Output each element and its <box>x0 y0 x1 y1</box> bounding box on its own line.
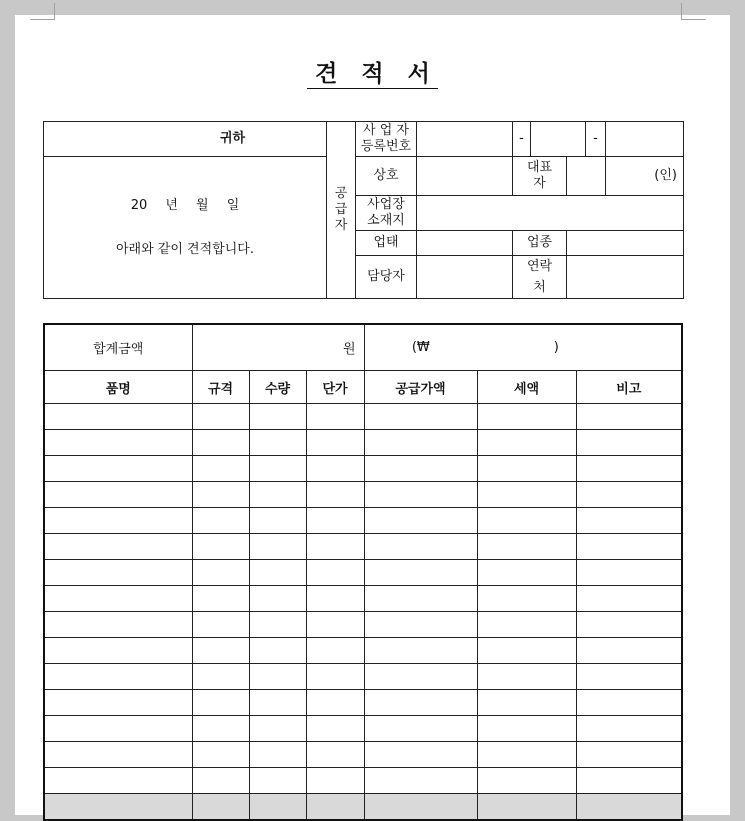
cell-spec[interactable] <box>192 768 249 794</box>
cell-unit-price[interactable] <box>306 534 364 560</box>
cell-note[interactable] <box>576 430 682 456</box>
cell-qty[interactable] <box>249 716 306 742</box>
cell-tax[interactable] <box>477 794 576 821</box>
col-header-qty: 수량 <box>249 371 306 404</box>
cell-item[interactable] <box>44 560 192 586</box>
cell-qty[interactable] <box>249 794 306 821</box>
won-unit: 원 <box>342 342 356 357</box>
table-row <box>44 586 682 612</box>
cell-qty[interactable] <box>249 612 306 638</box>
cell-spec[interactable] <box>192 508 249 534</box>
cell-tax[interactable] <box>477 482 576 508</box>
cell-unit-price[interactable] <box>306 768 364 794</box>
cell-supply-amount[interactable] <box>364 794 477 821</box>
phone-label: 연락 처 <box>513 256 567 299</box>
business-type-field[interactable] <box>417 231 513 256</box>
cell-spec[interactable] <box>192 664 249 690</box>
col-header-spec: 규격 <box>192 371 249 404</box>
document-page <box>15 15 730 815</box>
quote-message: 아래와 같이 견적합니다. <box>116 241 254 257</box>
cell-tax[interactable] <box>477 430 576 456</box>
cell-qty[interactable] <box>249 768 306 794</box>
col-header-tax: 세액 <box>477 371 576 404</box>
business-no-dash-2: - <box>586 122 606 157</box>
cell-item[interactable] <box>44 690 192 716</box>
cell-item[interactable] <box>44 612 192 638</box>
seal-mark: (인) <box>606 157 684 196</box>
col-header-supply-amount: 공급가액 <box>364 371 477 404</box>
cell-spec[interactable] <box>192 404 249 430</box>
cell-tax[interactable] <box>477 586 576 612</box>
cell-item[interactable] <box>44 794 192 821</box>
cell-qty[interactable] <box>249 664 306 690</box>
cell-tax[interactable] <box>477 716 576 742</box>
cell-note[interactable] <box>576 638 682 664</box>
crop-mark-top-left <box>30 3 55 20</box>
cell-spec[interactable] <box>192 560 249 586</box>
cell-item[interactable] <box>44 430 192 456</box>
table-row <box>44 638 682 664</box>
date-line: 20 년 월 일 <box>130 197 240 213</box>
table-row <box>44 508 682 534</box>
cell-supply-amount[interactable] <box>364 430 477 456</box>
cell-note[interactable] <box>576 742 682 768</box>
cell-supply-amount[interactable] <box>364 690 477 716</box>
cell-item[interactable] <box>44 768 192 794</box>
table-row <box>44 560 682 586</box>
business-no-field-1[interactable] <box>417 122 513 157</box>
cell-spec[interactable] <box>192 430 249 456</box>
cell-tax[interactable] <box>477 508 576 534</box>
cell-qty[interactable] <box>249 638 306 664</box>
cell-supply-amount[interactable] <box>364 638 477 664</box>
cell-unit-price[interactable] <box>306 638 364 664</box>
cell-item[interactable] <box>44 742 192 768</box>
cell-item[interactable] <box>44 664 192 690</box>
cell-supply-amount[interactable] <box>364 716 477 742</box>
cell-tax[interactable] <box>477 456 576 482</box>
business-type-label: 업태 <box>356 231 417 256</box>
cell-tax[interactable] <box>477 768 576 794</box>
cell-supply-amount[interactable] <box>364 404 477 430</box>
cell-spec[interactable] <box>192 638 249 664</box>
col-header-unit-price: 단가 <box>306 371 364 404</box>
cell-item[interactable] <box>44 404 192 430</box>
col-header-note: 비고 <box>576 371 682 404</box>
cell-unit-price[interactable] <box>306 508 364 534</box>
table-row <box>44 794 682 821</box>
total-amount-label: 합계금액 <box>44 324 192 371</box>
cell-note[interactable] <box>576 768 682 794</box>
cell-note[interactable] <box>576 690 682 716</box>
table-row <box>44 534 682 560</box>
business-no-label: 사 업 자 등록번호 <box>356 122 417 157</box>
cell-unit-price[interactable] <box>306 586 364 612</box>
table-row <box>44 430 682 456</box>
cell-qty[interactable] <box>249 690 306 716</box>
cell-item[interactable] <box>44 508 192 534</box>
cell-spec[interactable] <box>192 794 249 821</box>
company-field[interactable] <box>417 157 513 196</box>
cell-unit-price[interactable] <box>306 482 364 508</box>
total-amount-field[interactable] <box>192 324 364 371</box>
cell-supply-amount[interactable] <box>364 742 477 768</box>
cell-qty[interactable] <box>249 456 306 482</box>
cell-qty[interactable] <box>249 560 306 586</box>
cell-spec[interactable] <box>192 612 249 638</box>
cell-note[interactable] <box>576 534 682 560</box>
items-table <box>43 323 683 821</box>
cell-supply-amount[interactable] <box>364 560 477 586</box>
total-amount-krw-field[interactable] <box>364 324 682 371</box>
cell-note[interactable] <box>576 482 682 508</box>
table-row <box>44 482 682 508</box>
recipient-message-cell <box>44 157 327 299</box>
cell-unit-price[interactable] <box>306 612 364 638</box>
cell-unit-price[interactable] <box>306 664 364 690</box>
cell-spec[interactable] <box>192 456 249 482</box>
table-row <box>44 404 682 430</box>
business-item-field[interactable] <box>567 231 684 256</box>
cell-spec[interactable] <box>192 586 249 612</box>
honorific-text: 귀하 <box>220 131 246 146</box>
cell-item[interactable] <box>44 456 192 482</box>
cell-note[interactable] <box>576 586 682 612</box>
cell-qty[interactable] <box>249 742 306 768</box>
cell-item[interactable] <box>44 482 192 508</box>
address-label: 사업장 소재지 <box>356 196 417 231</box>
cell-tax[interactable] <box>477 404 576 430</box>
company-label: 상호 <box>356 157 417 196</box>
business-no-dash-1: - <box>513 122 531 157</box>
cell-qty[interactable] <box>249 508 306 534</box>
cell-supply-amount[interactable] <box>364 508 477 534</box>
cell-tax[interactable] <box>477 664 576 690</box>
table-row <box>44 664 682 690</box>
cell-unit-price[interactable] <box>306 560 364 586</box>
representative-field[interactable] <box>567 157 606 196</box>
krw-paren: (₩ ) <box>411 340 559 355</box>
cell-note[interactable] <box>576 716 682 742</box>
cell-item[interactable] <box>44 534 192 560</box>
cell-supply-amount[interactable] <box>364 664 477 690</box>
cell-supply-amount[interactable] <box>364 534 477 560</box>
cell-spec[interactable] <box>192 690 249 716</box>
cell-note[interactable] <box>576 664 682 690</box>
cell-qty[interactable] <box>249 404 306 430</box>
cell-unit-price[interactable] <box>306 794 364 821</box>
cell-unit-price[interactable] <box>306 430 364 456</box>
cell-unit-price[interactable] <box>306 404 364 430</box>
business-no-field-3[interactable] <box>606 122 684 157</box>
cell-note[interactable] <box>576 404 682 430</box>
cell-spec[interactable] <box>192 742 249 768</box>
cell-note[interactable] <box>576 456 682 482</box>
table-row <box>44 612 682 638</box>
cell-supply-amount[interactable] <box>364 482 477 508</box>
contact-person-label: 담당자 <box>356 256 417 299</box>
cell-supply-amount[interactable] <box>364 768 477 794</box>
header-table <box>43 121 684 299</box>
cell-qty[interactable] <box>249 586 306 612</box>
cell-item[interactable] <box>44 586 192 612</box>
business-item-label: 업종 <box>513 231 567 256</box>
cell-qty[interactable] <box>249 430 306 456</box>
business-no-field-2[interactable] <box>531 122 586 157</box>
cell-unit-price[interactable] <box>306 690 364 716</box>
cell-unit-price[interactable] <box>306 456 364 482</box>
crop-mark-top-right <box>681 3 706 20</box>
recipient-name-cell[interactable] <box>44 122 327 157</box>
cell-spec[interactable] <box>192 716 249 742</box>
contact-person-field[interactable] <box>417 256 513 299</box>
cell-item[interactable] <box>44 716 192 742</box>
table-row <box>44 768 682 794</box>
cell-note[interactable] <box>576 794 682 821</box>
cell-spec[interactable] <box>192 482 249 508</box>
phone-field[interactable] <box>567 256 684 299</box>
document-title: 견 적 서 <box>15 55 730 88</box>
col-header-item: 품명 <box>44 371 192 404</box>
address-field[interactable] <box>417 196 684 231</box>
cell-supply-amount[interactable] <box>364 456 477 482</box>
cell-supply-amount[interactable] <box>364 586 477 612</box>
cell-spec[interactable] <box>192 534 249 560</box>
cell-item[interactable] <box>44 638 192 664</box>
supplier-label: 공 급 자 <box>327 122 356 299</box>
table-row <box>44 742 682 768</box>
cell-tax[interactable] <box>477 612 576 638</box>
representative-label: 대표 자 <box>513 157 567 196</box>
cell-note[interactable] <box>576 612 682 638</box>
cell-tax[interactable] <box>477 560 576 586</box>
cell-qty[interactable] <box>249 534 306 560</box>
cell-qty[interactable] <box>249 482 306 508</box>
table-row <box>44 456 682 482</box>
table-row <box>44 690 682 716</box>
cell-tax[interactable] <box>477 690 576 716</box>
cell-tax[interactable] <box>477 534 576 560</box>
cell-tax[interactable] <box>477 742 576 768</box>
cell-note[interactable] <box>576 560 682 586</box>
cell-tax[interactable] <box>477 638 576 664</box>
cell-unit-price[interactable] <box>306 742 364 768</box>
table-row <box>44 716 682 742</box>
cell-note[interactable] <box>576 508 682 534</box>
cell-unit-price[interactable] <box>306 716 364 742</box>
cell-supply-amount[interactable] <box>364 612 477 638</box>
